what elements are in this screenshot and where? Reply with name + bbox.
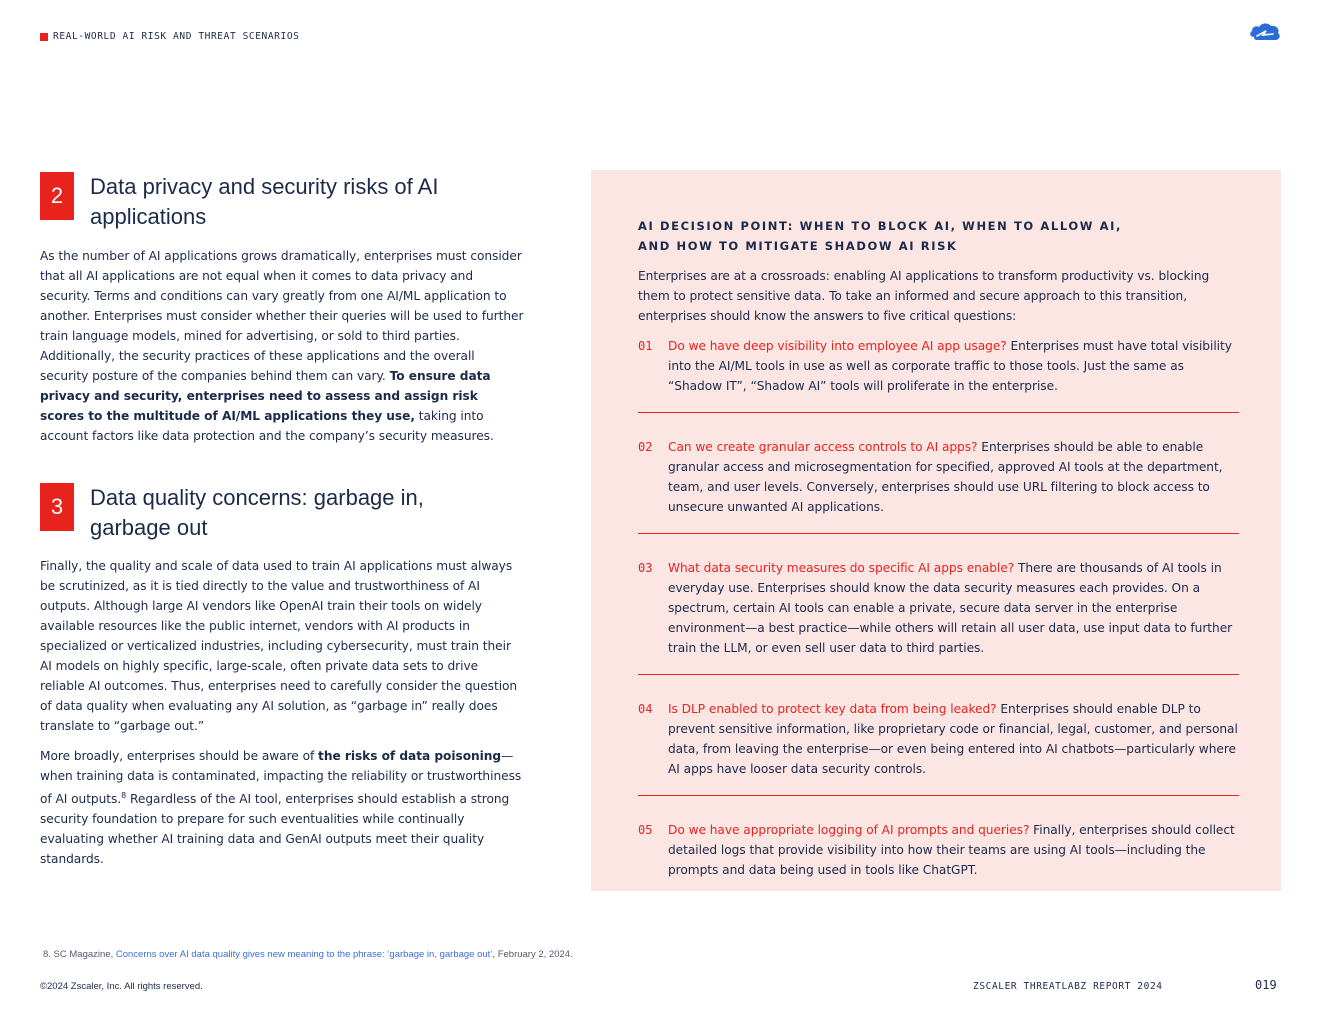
footnote: 8. SC Magazine, Concerns over AI data quality gives new meaning to the phrase: ‘garbage in, garbage out’, February 2, 2024. (43, 949, 573, 960)
question-text: Do we have deep visibility into employee AI app usage? (668, 339, 1007, 353)
emphasis-text: To ensure data privacy and security, enterprises need to assess and assign risk scores to the multitude of AI/ML applications they use, (40, 369, 491, 423)
page-number: 019 (1255, 978, 1277, 992)
header-square-marker (40, 33, 48, 41)
report-name: ZSCALER THREATLABZ REPORT 2024 (973, 981, 1163, 992)
question-number: 04 (638, 702, 653, 716)
question-item (638, 699, 1239, 796)
question-item (638, 336, 1239, 413)
answer-text: Enterprises should be able to enable granular access and microsegmentation for specified, approved AI tools at the department, team, and user levels. Conversely, enterprises should use URL filtering to block access to unsecure unwanted AI applications. (668, 440, 1223, 514)
answer-text: Enterprises must have total visibility into the AI/ML tools in use as well as corporate traffic to those tools. Just the same as “Shadow IT”, “Shadow AI” tools will proliferate in the enterprise. (668, 339, 1232, 393)
answer-text: Enterprises should enable DLP to prevent sensitive information, like proprietary code or financial, legal, customer, and personal data, from leaving the enterprise—or even being entered into AI chatbots—particularly where AI apps have looser data security controls. (668, 702, 1238, 776)
section-label: REAL-WORLD AI RISK AND THREAT SCENARIOS (53, 31, 300, 42)
question-number: 05 (638, 823, 653, 837)
ai-decision-callout (591, 170, 1281, 891)
question-number: 01 (638, 339, 653, 353)
question-item (638, 558, 1239, 675)
section-header (40, 31, 299, 42)
question-text: Do we have appropriate logging of AI prompts and queries? (668, 823, 1030, 837)
section-3-para-2: More broadly, enterprises should be aware of the risks of data poisoning—when training data is contaminated, impacting the reliability or trustworthiness of AI outputs.$^8$ Regardless of the AI tool, enterprises should establish a strong security foundation to prepare for such eventualities while continually evaluating whether AI training data and GenAI outputs meet their quality standards. (40, 749, 522, 867)
section-title: Data privacy and security risks of AI applications (90, 174, 439, 229)
footnote-link[interactable]: Concerns over AI data quality gives new meaning to the phrase: ‘garbage in, garbage out’ (115, 949, 493, 960)
callout-intro: Enterprises are at a crossroads: enabling AI applications to transform productivity vs. blocking them to protect sensitive data. To take an informed and secure approach to this transition, enterprises should know the answers to five critical questions: (638, 269, 1210, 323)
question-text: What data security measures do specific AI apps enable? (668, 561, 1015, 575)
question-item (638, 820, 1239, 896)
question-number: 03 (638, 561, 653, 575)
emphasis-text: the risks of data poisoning (318, 749, 502, 763)
section-number-badge: 2 (40, 172, 74, 220)
zscaler-cloud-logo-icon (1248, 22, 1282, 44)
question-number: 02 (638, 440, 653, 454)
question-item (638, 437, 1239, 534)
section-2-body: As the number of AI applications grows dramatically, enterprises must consider that all AI applications are not equal when it comes to data privacy and security. Terms and conditions can vary greatly from one AI/ML application to another. Enterprises must consider whether their queries will be used to further train language models, mined for advertising, or sold to third parties. Additionally, the security practices of these applications and the overall security posture of the companies behind them can vary. To ensure data privacy and security, enterprises need to assess and assign risk scores to the multitude of AI/ML applications they use, taking into account factors like data protection and the company’s security measures. (40, 249, 524, 443)
copyright-text: ©2024 Zscaler, Inc. All rights reserved. (40, 981, 203, 992)
footnote-reference[interactable]: 8 (121, 791, 127, 800)
section-3-heading (40, 483, 510, 543)
callout-title: AI DECISION POINT: WHEN TO BLOCK AI, WHEN TO ALLOW AI, AND HOW TO MITIGATE SHADOW AI RISK (638, 219, 1122, 253)
question-list (638, 336, 1239, 896)
section-number-badge: 3 (40, 483, 74, 531)
section-title: Data quality concerns: garbage in, garbage out (90, 485, 424, 540)
question-text: Is DLP enabled to protect key data from being leaked? (668, 702, 997, 716)
section-2-heading (40, 172, 510, 232)
section-3-para-1: Finally, the quality and scale of data used to train AI applications must always be scrutinized, as it is tied directly to the value and trustworthiness of AI outputs. Although large AI vendors like OpenAI train their tools on widely available resources like the public internet, vendors with AI products in specialized or verticalized industries, including cybersecurity, must train their AI models on highly specific, large-scale, often private data sets to drive reliable AI outcomes. Thus, enterprises need to carefully consider the question of data quality when evaluating any AI solution, as “garbage in” really does translate to “garbage out.” (40, 559, 518, 733)
answer-text: There are thousands of AI tools in everyday use. Enterprises should know the data security measures each provides. On a spectrum, certain AI tools can enable a private, secure data server in the enterprise environment—a best practice—while others will retain all user data, use input data to further train the LLM, or even sell user data to third parties. (668, 561, 1233, 655)
question-text: Can we create granular access controls to AI apps? (668, 440, 978, 454)
answer-text: Finally, enterprises should collect detailed logs that provide visibility into how their teams are using AI tools—including the prompts and data being used in tools like ChatGPT. (668, 823, 1235, 877)
